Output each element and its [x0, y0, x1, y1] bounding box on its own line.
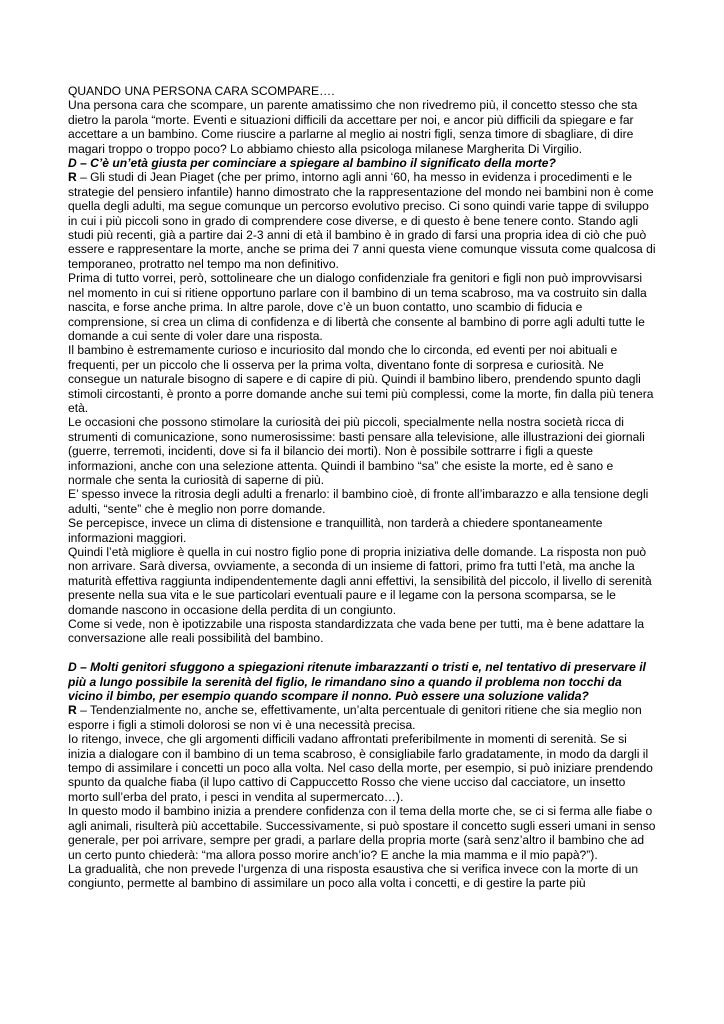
question-1: D – C’è un’età giusta per cominciare a spiegare al bambino il significato della morte? — [68, 156, 556, 171]
answer-2-paragraph: La gradualità, che non prevede l’urgenza di una risposta esaustiva che si verifica invece con la morte di un congiunto, permette al bambino di assimilare un poco alla volta i concetti, e di gestire la parte più — [68, 861, 639, 891]
answer-1-paragraph: R – Gli studi di Jean Piaget (che per primo, intorno agli anni ‘60, ha messo in evidenza i procedimenti e le strategie del pensiero infantile) hanno dimostrato che la rappresentazione del mondo nei bambini non è come quella degli adulti, ma segue comunque un percorso evolutivo preciso. Ci sono quindi varie tappe di sviluppo in cui i più piccoli sono in grado di comprendere cose diverse, e di questo è bene tenere conto. Stando agli studi più recenti, già a partire dai 2-3 anni di età il bambino è in grado di farsi una propria idea di ciò che può essere e rappresentare la morte, anche se prima dei 7 anni questa viene comunque vissuta come qualcosa di temporaneo, protratto nel tempo ma non definitivo. — [68, 170, 656, 271]
answer-2-paragraph: In questo modo il bambino inizia a prendere confidenza con il tema della morte che, se ci si ferma alle fiabe o agli animali, risulterà più accettabile. Successivamente, si può spostare il concetto sugli esseri umani in senso generale, per poi arrivare, sempre per gradi, a parlare della propria morte (sarà senz’altro il bambino che ad un certo punto chiederà: “ma allora posso morire anch’io? E anche la mia mamma e il mio papà?”). — [68, 804, 656, 862]
answer-label: R — [68, 170, 77, 185]
answer-2-paragraph: R – Tendenzialmente no, anche se, effettivamente, un’alta percentuale di genitori ritiene che sia meglio non esporre i figli a stimoli dolorosi se non vi è una necessità precisa. — [68, 703, 642, 732]
answer-1-paragraph: Quindi l’età migliore è quella in cui nostro figlio pone di propria iniziativa delle domande. La risposta non può non arrivare. Sarà diversa, ovviamente, a seconda di un insieme di fattori, primo fra tutti l’età, ma anche la maturità effettiva raggiunta indipendentemente dagli anni effettivi, la sensibilità del piccolo, il livello di serenità presente nella sua vita e le sue particolari eventuali paure e il legame con la persona scomparsa, se le domande nascono in occasione della perdita di un congiunto. — [68, 545, 652, 617]
answer-1-paragraph: Il bambino è estremamente curioso e incuriosito dal mondo che lo circonda, ed eventi per noi abituali e frequenti, per un piccolo che li osserva per la prima volta, diventano fonte di sorpresa e curiosità. Ne consegue un naturale bisogno di sapere e di capire di più. Quindi il bambino libero, prendendo spunto dagli stimoli circostanti, è pronto a porre domande anche sui temi più complessi, come la morte, fin dalla più tenera età. — [68, 343, 654, 415]
answer-1-paragraph: Se percepisce, invece un clima di distensione e tranquillità, non tarderà a chiedere spontaneamente informazioni maggiori. — [68, 516, 603, 545]
intro-paragraph: Una persona cara che scompare, un parente amatissimo che non rivedremo più, il concetto stesso che sta dietro la parola “morte. Eventi e situazioni difficili da accettare per noi, e ancor più difficili da spiegare e far accettare a un bambino. Come riuscire a parlarne al meglio ai nostri figli, senza timore di sbagliare, di dire magari troppo o troppo poco? Lo abbiamo chiesto alla psicologa milanese Margherita Di Virgilio. — [68, 98, 638, 156]
document-title: QUANDO UNA PERSONA CARA SCOMPARE…. — [68, 84, 335, 98]
answer-label: R — [68, 703, 77, 718]
answer-1-paragraph: Prima di tutto vorrei, però, sottolineare che un dialogo confidenziale fra genitori e figli non può improvvisarsi nel momento in cui si ritiene opportuno parlare con il bambino di un tema scabroso, ma va costruito sin dalla nascita, e forse anche prima. In altre parole, dove c’è un buon contatto, uno scambio di fiducia e comprensione, si crea un clima di confidenza e di libertà che consente al bambino di porre agli adulti tutte le domande a cui sente di voler dare una risposta. — [68, 271, 647, 343]
answer-1-paragraph: Come si vede, non è ipotizzabile una risposta standardizzata che vada bene per tutti, ma è bene adattare la conversazione alle reali possibilità del bambino. — [68, 617, 645, 646]
question-2: D – Molti genitori sfuggono a spiegazioni ritenute imbarazzanti o tristi e, nel tentativo di preservare il più a lungo possibile la serenità del figlio, le rimandano sino a quando il problema non tocchi da vicino il bimbo, per esempio quando scompare il nonno. Può essere una soluzione valida? — [68, 660, 646, 704]
answer-1-paragraph: E’ spesso invece la ritrosia degli adulti a frenarlo: il bambino cioè, di fronte all’imbarazzo e alla tensione degli adulti, “sente” che è meglio non porre domande. — [68, 487, 649, 516]
answer-1-paragraph: Le occasioni che possono stimolare la curiosità dei più piccoli, specialmente nella nostra società ricca di strumenti di comunicazione, sono numerosissime: basti pensare alla televisione, alle illustrazioni dei giornali (guerre, terremoti, incidenti, dove si fa il bilancio dei morti). Non è possibile sottrarre i figli a queste informazioni, anche con una selezione attenta. Quindi il bambino “sa” che esiste la morte, ed è sano e normale che senta la curiosità di saperne di più. — [68, 415, 645, 487]
answer-2-paragraph: Io ritengo, invece, che gli argomenti difficili vadano affrontati preferibilmente in momenti di serenità. Se si inizia a dialogare con il bambino di un tema scabroso, è consigliabile farlo gradatamente, in modo da dargli il tempo di assimilare i concetti un poco alla volta. Nel caso della morte, per esempio, si può iniziare prendendo spunto da qualche fiaba (il lupo cattivo di Cappuccetto Rosso che viene ucciso dal cacciatore, un insetto morto sull’erba del prato, i pesci in vendita al supermercato…). — [68, 732, 653, 804]
document-page — [68, 84, 656, 891]
blank-line — [68, 646, 656, 660]
